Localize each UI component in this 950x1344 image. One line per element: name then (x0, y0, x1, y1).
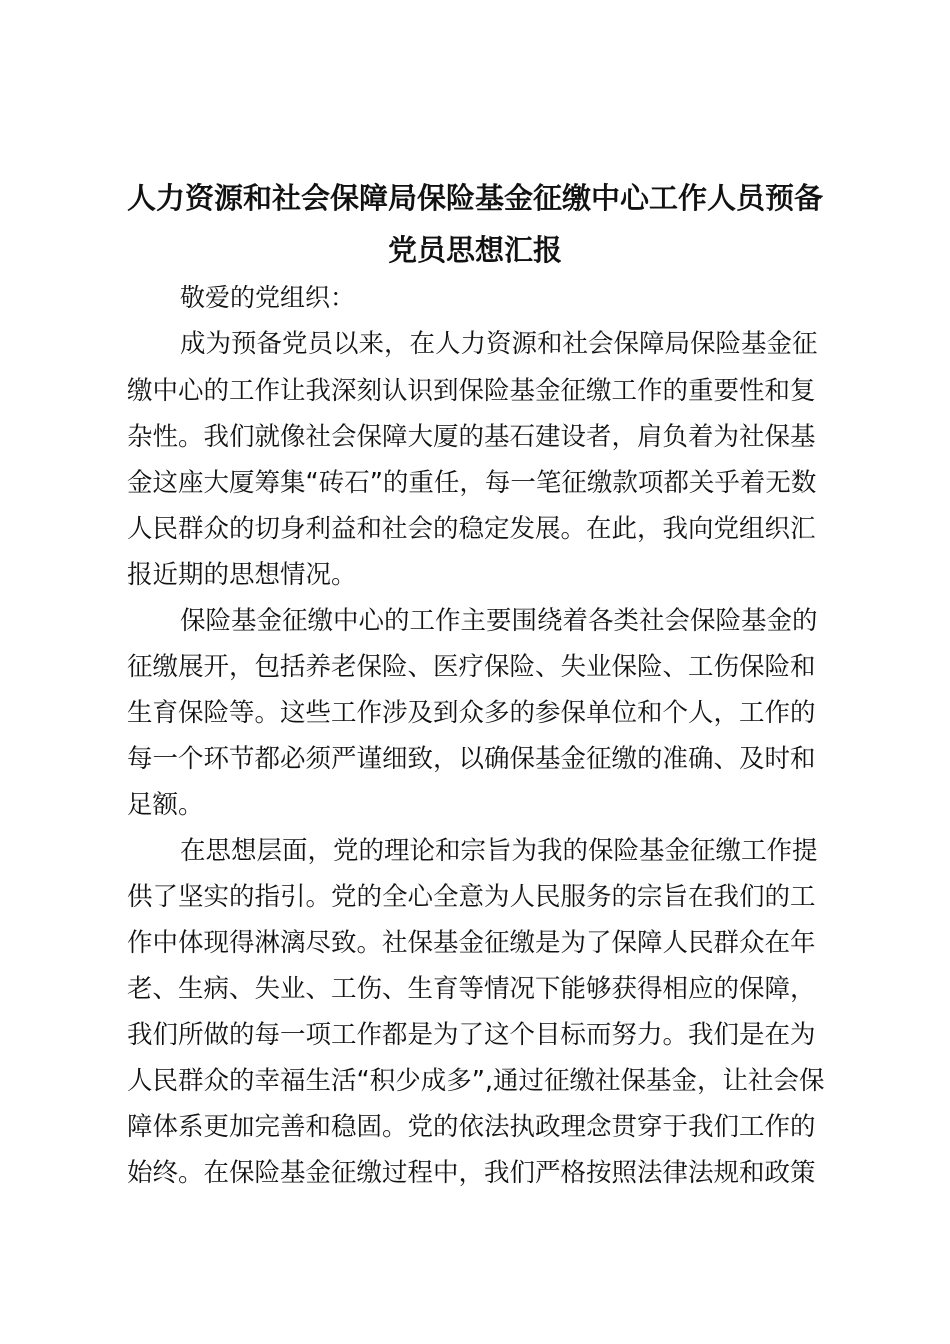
paragraph-line: 生育保险等。这些工作涉及到众多的参保单位和个人，工作的 (127, 698, 816, 728)
paragraph-line: 杂性。我们就像社会保障大厦的基石建设者，肩负着为社保基 (127, 422, 816, 452)
paragraph-line: 成为预备党员以来，在人力资源和社会保障局保险基金征 (180, 329, 818, 359)
paragraph-line: 征缴展开，包括养老保险、医疗保险、失业保险、工伤保险和 (127, 652, 816, 682)
paragraph-line: 保险基金征缴中心的工作主要围绕着各类社会保险基金的 (180, 606, 818, 636)
paragraph-line: 我们所做的每一项工作都是为了这个目标而努力。我们是在为 (127, 1020, 816, 1050)
paragraph-line: 金这座大厦筹集“砖石”的重任，每一笔征缴款项都关乎着无数 (127, 468, 817, 498)
paragraph-line: 人民群众的幸福生活“积少成多”,通过征缴社保基金，让社会保 (127, 1066, 825, 1096)
paragraph-line: 缴中心的工作让我深刻认识到保险基金征缴工作的重要性和复 (127, 376, 816, 406)
paragraph-line: 始终。在保险基金征缴过程中，我们严格按照法律法规和政策 (127, 1158, 816, 1188)
paragraph-line: 报近期的思想情况。 (127, 560, 357, 590)
paragraph-line: 作中体现得淋漓尽致。社保基金征缴是为了保障人民群众在年 (127, 928, 816, 958)
salutation: 敬爱的党组织： (180, 283, 356, 312)
paragraph-line: 每一个环节都必须严谨细致，以确保基金征缴的准确、及时和 (127, 744, 816, 774)
paragraph-line: 供了坚实的指引。党的全心全意为人民服务的宗旨在我们的工 (127, 882, 816, 912)
paragraph-line: 老、生病、失业、工伤、生育等情况下能够获得相应的保障， (127, 974, 816, 1004)
paragraph-line: 在思想层面，党的理论和宗旨为我的保险基金征缴工作提 (180, 836, 818, 866)
document-title: 人力资源和社会保障局保险基金征缴中心工作人员预备党员思想汇报 (126, 181, 823, 267)
paragraph-line: 足额。 (127, 790, 204, 820)
paragraph-line: 障体系更加完善和稳固。党的依法执政理念贯穿于我们工作的 (127, 1112, 816, 1142)
paragraph-line: 人民群众的切身利益和社会的稳定发展。在此，我向党组织汇 (127, 514, 816, 544)
